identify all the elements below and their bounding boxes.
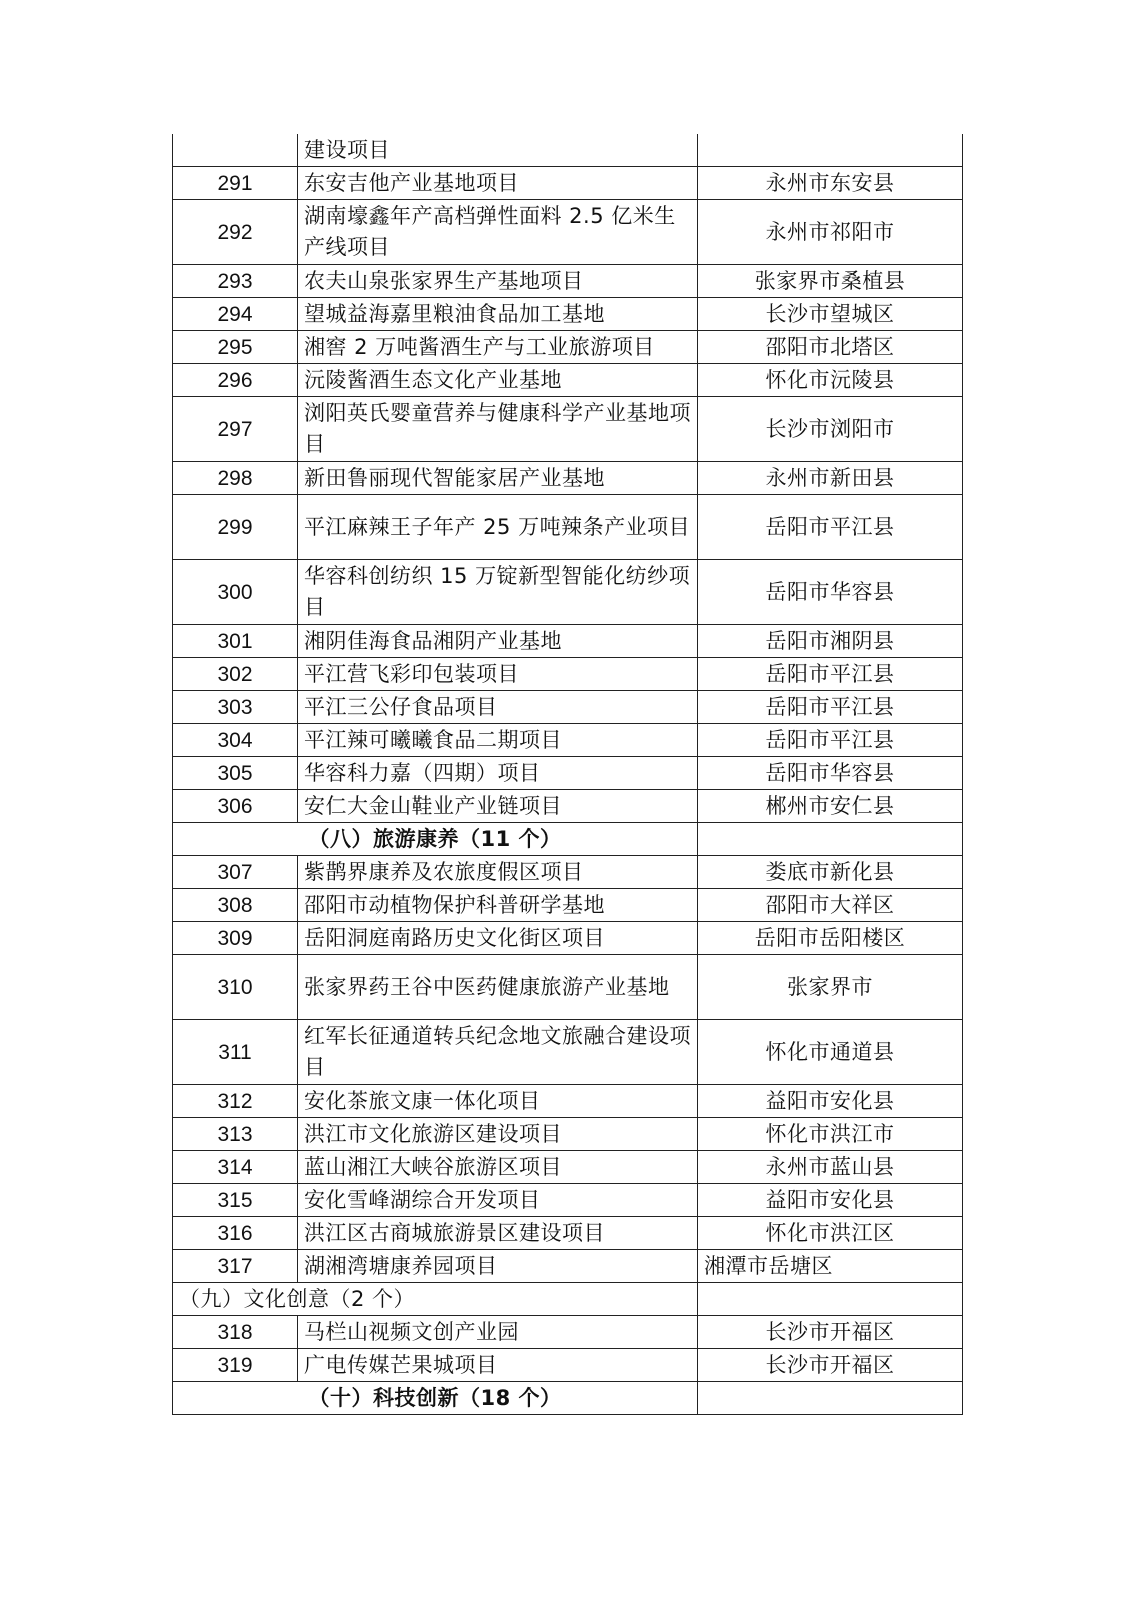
row-number: 308 [173, 889, 298, 922]
project-location: 邵阳市大祥区 [698, 889, 963, 922]
row-number: 292 [173, 200, 298, 265]
project-name: 蓝山湘江大峡谷旅游区项目 [298, 1151, 698, 1184]
project-location: 永州市蓝山县 [698, 1151, 963, 1184]
project-name: 安化雪峰湖综合开发项目 [298, 1184, 698, 1217]
section-empty-cell [698, 1382, 963, 1415]
row-number: 306 [173, 790, 298, 823]
table-row [173, 691, 963, 724]
project-location: 岳阳市华容县 [698, 757, 963, 790]
table-row [173, 200, 963, 265]
section-empty-cell [698, 823, 963, 856]
table-row [173, 955, 963, 1020]
row-number: 299 [173, 495, 298, 560]
project-location: 郴州市安仁县 [698, 790, 963, 823]
table-row [173, 560, 963, 625]
project-name: 紫鹊界康养及农旅度假区项目 [298, 856, 698, 889]
table-row [173, 265, 963, 298]
section-header-row [173, 823, 963, 856]
table-row [173, 889, 963, 922]
project-location: 邵阳市北塔区 [698, 331, 963, 364]
project-name: 平江三公仔食品项目 [298, 691, 698, 724]
row-number: 317 [173, 1250, 298, 1283]
row-number [173, 134, 298, 167]
project-name: 望城益海嘉里粮油食品加工基地 [298, 298, 698, 331]
table-row [173, 1020, 963, 1085]
table-row [173, 757, 963, 790]
project-location: 永州市新田县 [698, 462, 963, 495]
project-location: 长沙市开福区 [698, 1349, 963, 1382]
project-name: 湖湘湾塘康养园项目 [298, 1250, 698, 1283]
section-empty-cell [698, 1283, 963, 1316]
project-name: 湖南壕鑫年产高档弹性面料 2.5 亿米生产线项目 [298, 200, 698, 265]
project-location: 永州市东安县 [698, 167, 963, 200]
project-name: 张家界药王谷中医药健康旅游产业基地 [298, 955, 698, 1020]
section-title: （八）旅游康养（11 个） [173, 823, 698, 856]
project-location: 永州市祁阳市 [698, 200, 963, 265]
table-row [173, 1151, 963, 1184]
project-name: 华容科力嘉（四期）项目 [298, 757, 698, 790]
project-name: 岳阳洞庭南路历史文化街区项目 [298, 922, 698, 955]
project-name: 浏阳英氏婴童营养与健康科学产业基地项目 [298, 397, 698, 462]
project-name: 湘阴佳海食品湘阴产业基地 [298, 625, 698, 658]
project-location: 怀化市洪江区 [698, 1217, 963, 1250]
project-name: 东安吉他产业基地项目 [298, 167, 698, 200]
project-table-body [173, 134, 963, 1415]
project-name: 沅陵酱酒生态文化产业基地 [298, 364, 698, 397]
table-row [173, 1349, 963, 1382]
table-row [173, 1184, 963, 1217]
project-name: 马栏山视频文创产业园 [298, 1316, 698, 1349]
project-location: 岳阳市平江县 [698, 724, 963, 757]
row-number: 302 [173, 658, 298, 691]
project-location: 湘潭市岳塘区 [698, 1250, 963, 1283]
project-location: 长沙市望城区 [698, 298, 963, 331]
row-number: 312 [173, 1085, 298, 1118]
table-row [173, 1316, 963, 1349]
project-location [698, 134, 963, 167]
table-row [173, 625, 963, 658]
project-location: 长沙市开福区 [698, 1316, 963, 1349]
table-row [173, 1217, 963, 1250]
table-row [173, 397, 963, 462]
project-location: 娄底市新化县 [698, 856, 963, 889]
row-number: 303 [173, 691, 298, 724]
table-row [173, 1118, 963, 1151]
project-location: 岳阳市平江县 [698, 495, 963, 560]
row-number: 307 [173, 856, 298, 889]
table-row [173, 298, 963, 331]
project-location: 张家界市 [698, 955, 963, 1020]
row-number: 297 [173, 397, 298, 462]
project-name: 建设项目 [298, 134, 698, 167]
project-location: 怀化市通道县 [698, 1020, 963, 1085]
table-row [173, 922, 963, 955]
row-number: 310 [173, 955, 298, 1020]
project-name: 湘窖 2 万吨酱酒生产与工业旅游项目 [298, 331, 698, 364]
project-name: 农夫山泉张家界生产基地项目 [298, 265, 698, 298]
row-number: 313 [173, 1118, 298, 1151]
row-number: 304 [173, 724, 298, 757]
row-number: 296 [173, 364, 298, 397]
row-number: 301 [173, 625, 298, 658]
table-row [173, 856, 963, 889]
table-row [173, 364, 963, 397]
project-location: 益阳市安化县 [698, 1184, 963, 1217]
row-number: 291 [173, 167, 298, 200]
section-title: （十）科技创新（18 个） [173, 1382, 698, 1415]
project-location: 岳阳市岳阳楼区 [698, 922, 963, 955]
table-row [173, 658, 963, 691]
row-number: 294 [173, 298, 298, 331]
project-table [172, 134, 963, 1415]
project-name: 新田鲁丽现代智能家居产业基地 [298, 462, 698, 495]
project-name: 华容科创纺织 15 万锭新型智能化纺纱项目 [298, 560, 698, 625]
project-name: 红军长征通道转兵纪念地文旅融合建设项目 [298, 1020, 698, 1085]
row-number: 315 [173, 1184, 298, 1217]
table-row [173, 1250, 963, 1283]
project-name: 安仁大金山鞋业产业链项目 [298, 790, 698, 823]
project-location: 岳阳市湘阴县 [698, 625, 963, 658]
project-name: 安化茶旅文康一体化项目 [298, 1085, 698, 1118]
row-number: 314 [173, 1151, 298, 1184]
project-location: 益阳市安化县 [698, 1085, 963, 1118]
project-name: 邵阳市动植物保护科普研学基地 [298, 889, 698, 922]
row-number: 318 [173, 1316, 298, 1349]
table-row [173, 331, 963, 364]
project-name: 洪江区古商城旅游景区建设项目 [298, 1217, 698, 1250]
table-row [173, 495, 963, 560]
project-location: 怀化市洪江市 [698, 1118, 963, 1151]
table-row [173, 790, 963, 823]
row-number: 316 [173, 1217, 298, 1250]
row-number: 311 [173, 1020, 298, 1085]
row-number: 295 [173, 331, 298, 364]
project-name: 洪江市文化旅游区建设项目 [298, 1118, 698, 1151]
row-number: 298 [173, 462, 298, 495]
section-header-row [173, 1382, 963, 1415]
row-number: 309 [173, 922, 298, 955]
row-number: 293 [173, 265, 298, 298]
project-location: 怀化市沅陵县 [698, 364, 963, 397]
project-location: 岳阳市平江县 [698, 658, 963, 691]
section-header-row [173, 1283, 963, 1316]
table-row [173, 724, 963, 757]
project-location: 岳阳市华容县 [698, 560, 963, 625]
project-location: 张家界市桑植县 [698, 265, 963, 298]
project-name: 广电传媒芒果城项目 [298, 1349, 698, 1382]
row-number: 300 [173, 560, 298, 625]
table-row [173, 167, 963, 200]
project-name: 平江麻辣王子年产 25 万吨辣条产业项目 [298, 495, 698, 560]
row-number: 319 [173, 1349, 298, 1382]
project-location: 岳阳市平江县 [698, 691, 963, 724]
project-name: 平江营飞彩印包装项目 [298, 658, 698, 691]
table-row [173, 1085, 963, 1118]
project-name: 平江辣可曦曦食品二期项目 [298, 724, 698, 757]
section-title: （九）文化创意（2 个） [173, 1283, 698, 1316]
project-location: 长沙市浏阳市 [698, 397, 963, 462]
row-number: 305 [173, 757, 298, 790]
table-row-continued [173, 134, 963, 167]
table-row [173, 462, 963, 495]
